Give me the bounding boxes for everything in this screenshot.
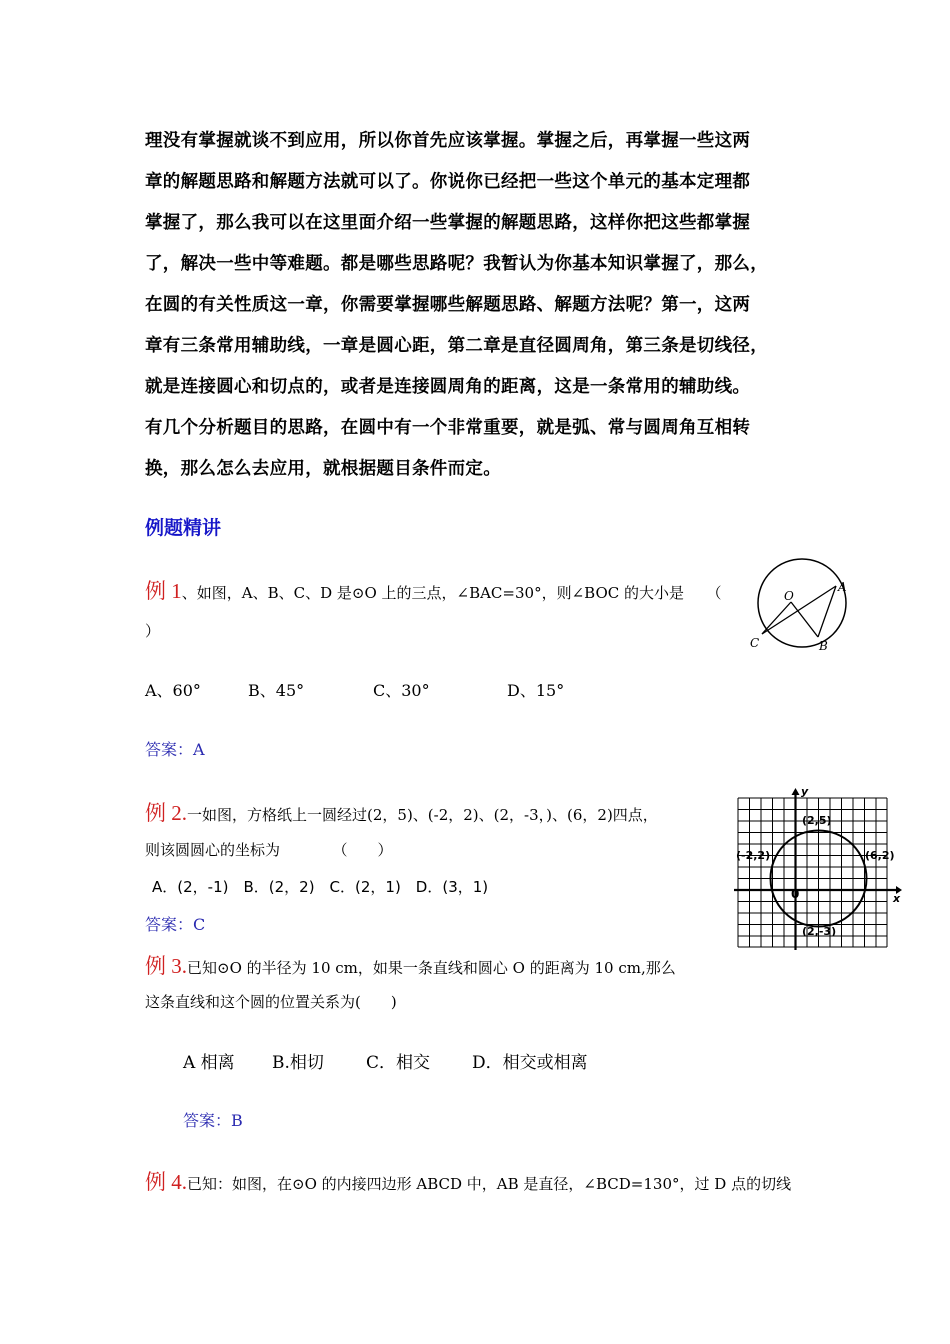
example-1-option-a: A、60° [145,681,201,700]
example-1-option-d: D、15° [507,681,565,700]
segment-ca [762,586,836,634]
example-2-label: 例 2. [145,801,187,825]
example-1-answer: 答案：A [145,740,205,759]
label-o: O [784,589,794,603]
example-2-text-cont: 则该圆圆心的坐标为 （ ） [145,841,393,859]
section-heading: 例题精讲 [145,517,222,539]
example-2-question [145,797,658,827]
intro-line: 有几个分析题目的思路，在圆中有一个非常重要，就是弧、常与圆周角互相转 [145,418,751,438]
example-1-option-b: B、45° [248,681,305,700]
example-2-text: 一如图，方格纸上一圆经过(2，5)、(-2，2)、(2，-3，)、(6，2)四点， [187,806,658,824]
y-axis-arrow [792,788,800,795]
label-c: C [750,636,760,650]
segment-ba [818,586,836,637]
example-1-label: 例 1 [145,579,182,603]
example-3-text-cont: 这条直线和这个圆的位置关系为( ) [145,993,397,1011]
y-axis-label: y [801,785,809,798]
intro-line: 换，那么怎么去应用，就根据题目条件而定。 [145,459,501,479]
intro-line: 章的解题思路和解题方法就可以了。你说你已经把一些这个单元的基本定理都 [145,172,751,192]
intro-line: 章有三条常用辅助线，一章是圆心距，第二章是直径圆周角，第三条是切线径， [145,336,768,356]
example-1-text-cont: ） [145,622,161,640]
example-2-options: A．(2，-1) B．(2，2) C．(2，1) D．(3，1) [152,878,489,896]
intro-line: 理没有掌握就谈不到应用，所以你首先应该掌握。掌握之后，再掌握一些这两 [145,131,751,151]
example-4-question [145,1166,791,1196]
example-1-question [145,575,721,605]
origin-label: 0 [791,887,800,901]
example-2-grid-figure [730,785,905,950]
intro-line: 掌握了，那么我可以在这里面介绍一些掌握的解题思路，这样你把这些都掌握 [145,213,751,233]
example-1-circle-figure [740,555,855,655]
label-a: A [838,580,847,594]
point-label-neg2-2: (-2,2) [736,849,771,862]
example-3-label: 例 3. [145,954,187,978]
example-3-option-a: A 相离 [183,1053,235,1073]
circle [758,559,846,647]
example-1-option-c: C、30° [373,681,430,700]
segment-ob [791,602,818,637]
example-3-option-b: B.相切 [272,1053,324,1073]
label-b: B [819,639,828,653]
example-2-answer: 答案：C [145,915,206,934]
intro-line: 了，解决一些中等难题。都是哪些思路呢？我暂认为你基本知识掌握了，那么， [145,254,768,274]
example-3-answer: 答案：B [183,1111,243,1130]
point-label-2-neg3: (2,-3) [802,925,837,938]
point-label-6-2: (6,2) [865,849,895,862]
example-3-option-c: C．相交 [366,1053,431,1073]
intro-line: 就是连接圆心和切点的，或者是连接圆周角的距离，这是一条常用的辅助线。 [145,377,751,397]
example-1-text: 、如图，A、B、C、D 是⊙O 上的三点，∠BAC=30°，则∠BOC 的大小是 （ [181,584,722,602]
example-4-label: 例 4. [145,1170,187,1194]
example-4-text: 已知：如图，在⊙O 的内接四边形 ABCD 中，AB 是直径，∠BCD=130°，过 D 点的切线 [187,1175,792,1193]
x-axis-label: x [893,892,901,905]
point-label-2-5: (2,5) [802,814,832,827]
example-3-option-d: D．相交或相离 [472,1053,588,1073]
example-3-question [145,950,676,980]
example-3-text: 已知⊙O 的半径为 10 cm，如果一条直线和圆心 O 的距离为 10 cm,那么 [187,959,676,977]
intro-line: 在圆的有关性质这一章，你需要掌握哪些解题思路、解题方法呢？第一，这两 [145,295,751,315]
